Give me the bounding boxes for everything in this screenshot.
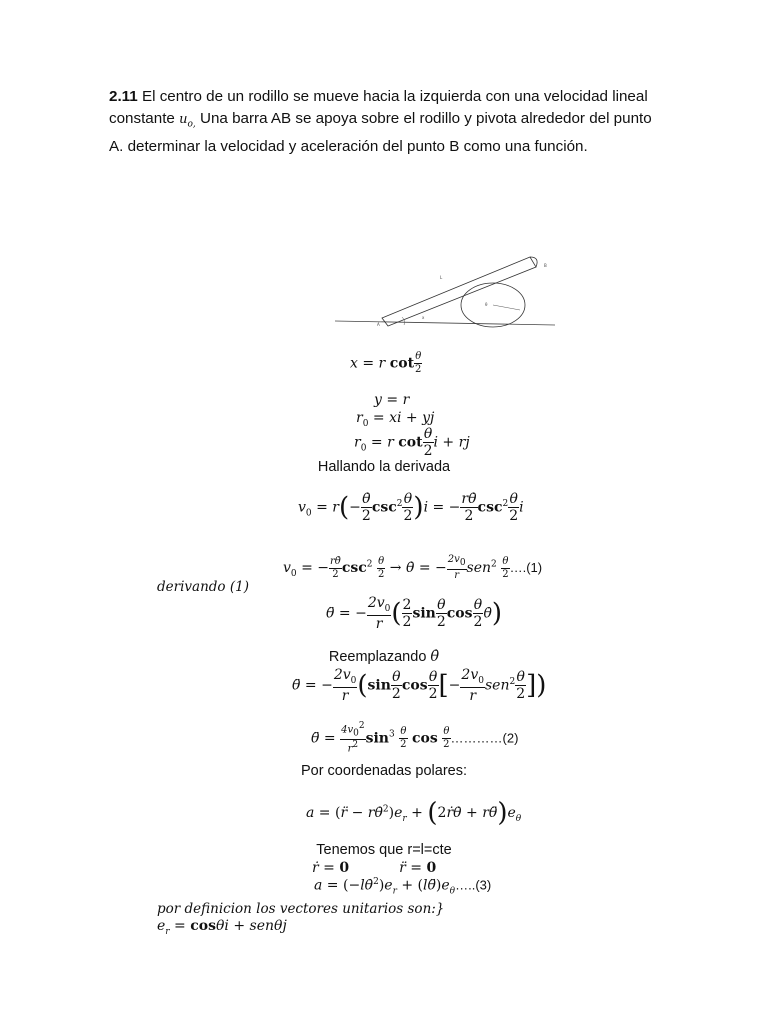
equation-r-derivatives: ṙ = 0 r̈ = 0 [312, 860, 437, 876]
roller-bar-figure [330, 255, 560, 335]
roller-radius [493, 305, 520, 310]
equation-theta-dot: $v_0$ = − $\frac{r\thetȧ}{2}$ $\csc^2$ $\frac{\theta}{2}$ → θ̇ = − $\frac{2v0}{r}$ sen$^2$ $\frac{\theta}{2}$ ….(1) [283, 554, 543, 581]
equation-r0: $r_0 = r$ cot $\frac{\theta}{2}$ i + rj [354, 426, 470, 459]
label-derivando: derivando (1) [157, 579, 249, 595]
ground-line [335, 321, 555, 325]
bar-ab [382, 257, 536, 326]
equation-y: y = r [374, 392, 410, 408]
equation-theta-ddot: θ̈ = − $\frac{2v_0}{r}$ ( $\frac{2}{2}$ sin $\frac{\theta}{2}$ cos $\frac{\theta}{2}$ θ̇) [326, 595, 503, 632]
tag-1: ….(1) [509, 560, 543, 575]
problem-statement [109, 86, 669, 158]
equation-v0: $v_0 = r(-$ $\frac{\thetȧ}{2}$ $\csc^2$ $\frac{\theta}{2}$ )i = − $\frac{r\thetȧ}{2}$ $\csc^2$ $\frac{\theta}{2}$ i [298, 491, 524, 524]
equation-acceleration-b: $a = (-l\thetȧ^2)e_r$ + $(l\thetä)e_\theta\dots..(3)$ [314, 877, 492, 897]
equation-theta-ddot-substituted: θ̈ = − $\frac{2v_0}{r}$ (sin $\frac{\theta}{2}$ cos $\frac{\theta}{2}$ [− $\frac{2v_0}{r}$ sen$^2$ $\frac{\theta}{2}$ ]) [292, 667, 547, 704]
label-tenemos: Tenemos que r=l=cte [316, 842, 452, 858]
figure-label-b: B [544, 263, 547, 268]
figure-label-a: A [377, 322, 380, 327]
angle-arc [402, 317, 405, 325]
label-hallando: Hallando la derivada [317, 459, 451, 475]
tag-3: …..(3) [455, 877, 492, 893]
statement-line-3: A. determinar la velocidad y aceleración del punto B como una función. [109, 137, 588, 155]
figure-label-l: L [440, 275, 443, 280]
problem-number: 2.11 [109, 88, 138, 105]
figure-label-theta: θ [485, 302, 488, 307]
u-variable: $u_{o,}$ [179, 112, 196, 130]
tag-2: …………(2) [450, 730, 519, 746]
label-reemplazando: Reemplazando θ̇ [328, 649, 440, 665]
figure-label-x: x [422, 315, 425, 320]
equation-theta-ddot-result: θ̈ = $\frac{4v02}{r2}$ $\sin^3$ $\frac{\theta}{2}$ cos $\frac{\theta}{2}$ …………(2) [311, 721, 519, 755]
equation-unit-vector-er: $e_r = \cos\theta i + sen\theta j$ [157, 918, 287, 937]
equation-polar-acceleration: a = (r̈ − $r\thetȧ^2)e_r$ + (2ṙθ̇ + $r\thetä)e_\theta$ [306, 798, 522, 828]
label-polares: Por coordenadas polares: [300, 763, 468, 779]
equation-r0-components: $r_0$ = xi + yj [356, 410, 435, 429]
statement-line-2-post: Una barra AB se apoya sobre el rodillo y pivota alrededor del punto [200, 110, 652, 127]
statement-line-2-pre: constante [109, 110, 175, 127]
equation-x: x = r cot $\frac{\theta}{2}$ [350, 351, 422, 375]
label-por-definicion: por definicion los vectores unitarios son:} [157, 901, 445, 917]
statement-line-1: El centro de un rodillo se mueve hacia la izquierda con una velocidad lineal [141, 88, 648, 105]
